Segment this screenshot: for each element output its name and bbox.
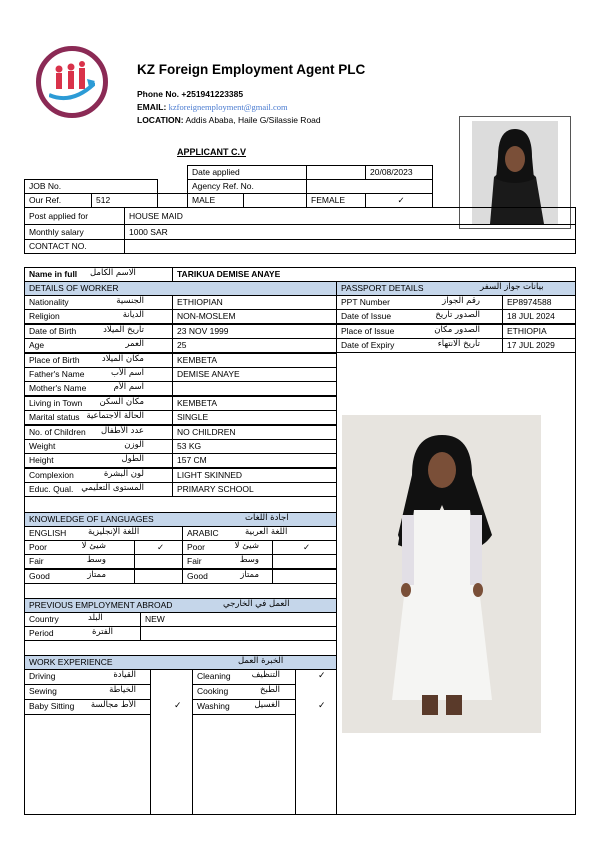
worker-value: ETHIOPIAN [172,295,337,310]
passport-label: PPT Number [336,295,503,310]
location-line: LOCATION: Addis Ababa, Haile G/Silassie Road [137,115,321,125]
company-name: KZ Foreign Employment Agent PLC [137,62,366,77]
passport-label-ar: الصدور تاريخ [435,310,480,321]
arabic-level-label: Fair [182,554,273,569]
worker-label: Age [24,338,173,353]
salary-label: Monthly salary [24,224,125,240]
phone-line: Phone No. +251941223385 [137,89,244,99]
passport-header-ar: بيانات جواز السفر [480,282,544,292]
arabic-level-check [272,569,337,584]
period-value [140,626,337,641]
worker-value: KEMBETA [172,353,337,368]
worker-label: Educ. Qual. [24,482,173,497]
worker-value: LIGHT SKINNED [172,468,337,483]
worker-label-ar: اسم الأب [110,368,144,378]
experience-header-ar: الخبرة العمل [238,656,284,666]
english-label-ar: اللغة الإنجليزية [88,527,140,537]
worker-label: No. of Children [24,425,173,440]
experience-left-ar: القيادة [113,670,136,680]
worker-label: Date of Birth [24,324,173,339]
experience-left-label: Baby Sitting [24,699,151,715]
experience-right-check: ✓ [318,670,326,680]
arabic-level-label: Poor [182,540,273,555]
our-ref-value: 512 [91,193,158,208]
passport-value: 18 JUL 2024 [502,309,576,324]
company-logo [36,46,108,118]
arabic-level-ar: شيئ لا [234,541,259,551]
english-level-check [134,554,183,569]
agency-ref-value [306,179,433,194]
previous-header-ar: العمل في الخارجي [223,599,290,609]
worker-value [172,381,337,396]
experience-right-ar: التنظيف [251,670,280,680]
salary-value: 1000 SAR [124,224,576,240]
experience-right-ar: الطبخ [260,685,280,695]
languages-header: KNOWLEDGE OF LANGUAGES [24,512,337,527]
experience-right-label: Washing [192,699,296,715]
worker-label-ar: لون البشرة [103,468,144,479]
worker-label-ar: مكان الميلاد [101,353,144,364]
worker-label: Place of Birth [24,353,173,368]
english-level-label: Good [24,569,135,584]
english-level-label: Poor [24,540,135,555]
experience-right-check: ✓ [318,700,326,710]
passport-label-ar: الصدور مكان [434,324,480,335]
arabic-level-ar: ممتاز [240,569,259,580]
name-label-ar: الاسم الكامل [90,268,136,278]
full-body-photo [342,415,541,733]
post-label: Post applied for [24,207,125,225]
worker-label-ar: مكان السكن [99,396,144,407]
worker-value: SINGLE [172,410,337,425]
worker-value: NO CHILDREN [172,425,337,440]
worker-label-ar: الطول [121,454,144,465]
worker-value: DEMISE ANAYE [172,367,337,382]
passport-value: 17 JUL 2029 [502,338,576,353]
experience-left-label: Driving [24,669,151,685]
worker-value: NON-MOSLEM [172,309,337,324]
our-ref-label: Our Ref. [24,193,92,208]
agency-ref-label: Agency Ref. No. [187,179,307,194]
period-label-ar: الفترة [92,627,113,637]
experience-left-ar: الخياطة [109,685,136,695]
job-no-label: JOB No. [24,179,158,194]
worker-value: KEMBETA [172,396,337,411]
female-label: FEMALE [306,193,366,208]
worker-label-ar: اسم الأم [113,382,144,393]
passport-label: Place of Issue [336,324,503,339]
worker-label-ar: الجنسية [116,296,144,306]
worker-value: 53 KG [172,439,337,454]
english-label: ENGLISH [24,526,183,541]
worker-value: 25 [172,338,337,353]
post-value: HOUSE MAID [124,207,576,225]
english-level-check [134,569,183,584]
worker-label: Nationality [24,295,173,310]
arabic-level-check: ✓ [272,540,337,555]
contact-label: CONTACT NO. [24,239,125,254]
worker-label: Living in Town [24,396,173,411]
english-level-check: ✓ [134,540,183,555]
experience-left-ar: الأط مجالسة [90,700,136,710]
email-line: EMAIL: kzforeignemployment@gmail.com [137,102,288,112]
worker-label-ar: المستوى التعليمي [81,483,144,494]
ref-blank [157,193,188,208]
arabic-label: ARABIC [182,526,337,541]
arabic-level-check [272,554,337,569]
period-label: Period [24,626,141,641]
worker-label: Religion [24,309,173,324]
male-check [243,193,307,208]
country-value: NEW [140,612,337,627]
passport-header: PASSPORT DETAILS [336,281,576,296]
english-level-ar: شيئ لا [81,541,106,551]
passport-label: Date of Issue [336,309,503,324]
contact-value [124,239,576,254]
experience-left-label: Sewing [24,684,151,700]
experience-right-label: Cleaning [192,669,296,685]
worker-label-ar: العمر [125,339,144,350]
arabic-level-label: Good [182,569,273,584]
languages-header-ar: اجادة اللغات [245,513,289,523]
experience-left-check: ✓ [174,700,182,710]
male-label: MALE [187,193,244,208]
experience-right-label: Cooking [192,684,296,700]
worker-value: 23 NOV 1999 [172,324,337,339]
worker-value: 157 CM [172,453,337,468]
worker-label-ar: الوزن [124,440,144,450]
name-value: TARIKUA DEMISE ANAYE [172,267,576,282]
english-level-ar: ممتاز [87,569,106,580]
worker-label-ar: تاريخ الميلاد [103,324,144,335]
passport-label-ar: تاريخ الانتهاء [437,339,480,350]
worker-header: DETAILS OF WORKER [24,281,337,296]
name-label-cell: Name in full [24,267,173,282]
experience-right-ar: الغسيل [254,700,280,710]
worker-label: Mother's Name [24,381,173,396]
date-applied-label: Date applied [187,165,307,180]
country-label: Country [24,612,141,627]
worker-label: Weight [24,439,173,454]
worker-label-ar: الديانة [122,310,144,321]
experience-header: WORK EXPERIENCE [24,655,337,670]
passport-label-ar: رقم الجواز [442,296,480,306]
english-level-ar: وسط [86,555,106,566]
worker-label: Height [24,453,173,468]
country-label-ar: البلد [88,613,103,623]
page-title: APPLICANT C.V [177,147,247,157]
date-applied-value: 20/08/2023 [365,165,433,180]
passport-value: EP8974588 [502,295,576,310]
arabic-level-ar: وسط [239,555,259,566]
female-check: ✓ [365,193,433,208]
arabic-label-ar: اللغة العربية [245,527,288,537]
worker-label-ar: الحالة الاجتماعية [86,411,144,422]
english-level-label: Fair [24,554,135,569]
worker-label: Complexion [24,468,173,483]
worker-label-ar: عدد الأطفال [100,425,144,436]
worker-label: Father's Name [24,367,173,382]
worker-label: Marital status [24,410,173,425]
date-applied-blank [306,165,366,180]
passport-label: Date of Expiry [336,338,503,353]
previous-header: PREVIOUS EMPLOYMENT ABROAD [24,598,337,613]
worker-value: PRIMARY SCHOOL [172,482,337,497]
passport-value: ETHIOPIA [502,324,576,339]
